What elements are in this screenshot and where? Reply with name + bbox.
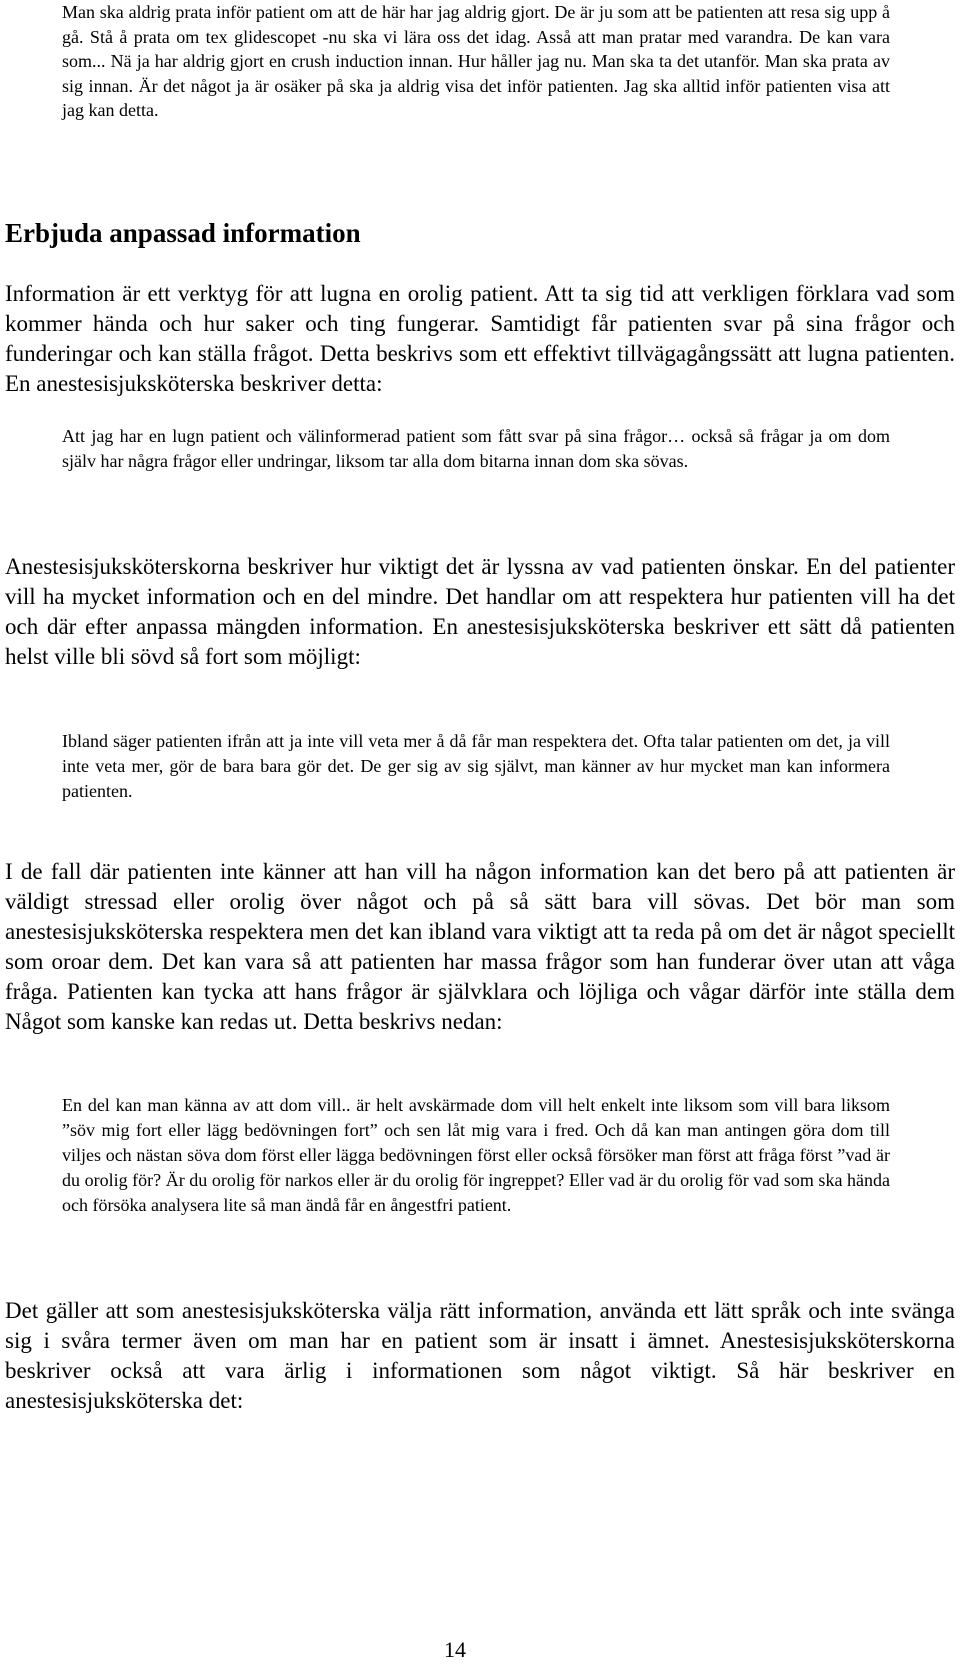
quote-3: En del kan man känna av att dom vill.. är helt avskärmade dom vill helt enkelt inte liksom som vill bara liksom ”söv mig fort eller lägg bedövningen fort” och sen låt mig vara i fred. Och då kan man antingen göra dom till viljes och nästan söva dom först eller lägga bedövningen först eller också försöker man först att fråga först ”vad är du orolig för? Är du orolig för narkos eller är du orolig för ingreppet? Eller vad är du orolig för vad som ska hända och försöka analysera lite så man ändå får en ångestfri patient. bbox=[62, 1095, 890, 1215]
quote-2: Ibland säger patienten ifrån att ja inte vill veta mer å då får man respektera det. Ofta talar patienten om det, ja vill inte veta mer, gör de bara bara gör det. De ger sig av sig självt, man känner av hur mycket man kan informera patienten. bbox=[62, 731, 890, 801]
page-number: 14 bbox=[444, 1637, 466, 1662]
section-heading: Erbjuda anpassad information bbox=[5, 218, 361, 248]
quote-1: Att jag har en lugn patient och välinformerad patient som fått svar på sina frågor… också så frågar ja om dom själv har några frågor eller undringar, liksom tar alla dom bitarna innan dom ska sövas. bbox=[62, 426, 890, 471]
paragraph-1: Information är ett verktyg för att lugna en orolig patient. Att ta sig tid att verkligen förklara vad som kommer hända och hur saker och ting fungerar. Samtidigt får patienten svar på sina frågor och funderingar och kan ställa frågot. Detta beskrivs som ett effektivt tillvägagångssätt att lugna patienten. En anestesisjuksköterska beskriver detta: bbox=[5, 281, 955, 396]
paragraph-4: Det gäller att som anestesisjuksköterska välja rätt information, använda ett lätt språk och inte svänga sig i svåra termer även om man har en patient som är insatt i ämnet. Anestesisjuksköterskorna beskriver också att vara ärlig i informationen som något viktigt. Så här beskriver en anestesisjuksköterska det: bbox=[5, 1298, 955, 1413]
intro-quote: Man ska aldrig prata inför patient om att de här har jag aldrig gjort. De är ju som att be patienten att resa sig upp å gå. Stå å prata om tex glidescopet -nu ska vi lära oss det idag. Asså att man pratar med varandra. De kan vara som... Nä ja har aldrig gjort en crush induction innan. Hur håller jag nu. Man ska ta det utanför. Man ska prata av sig innan. Är det något ja är osäker på ska ja aldrig visa det inför patienten. Jag ska alltid inför patienten visa att jag kan detta. bbox=[62, 2, 890, 120]
paragraph-3: I de fall där patienten inte känner att han vill ha någon information kan det bero på att patienten är väldigt stressad eller orolig över något och på så sätt bara vill sövas. Det bör man som anestesisjuksköterska respektera men det kan ibland vara viktigt att ta reda på om det är något speciellt som oroar dem. Det kan vara så att patienten har massa frågor som han funderar över utan att våga fråga. Patienten kan tycka att hans frågor är självklara och löjliga och vågar därför inte ställa dem Något som kanske kan redas ut. Detta beskrivs nedan: bbox=[5, 859, 955, 1034]
paragraph-2: Anestesisjuksköterskorna beskriver hur viktigt det är lyssna av vad patienten önskar. En del patienter vill ha mycket information och en del mindre. Det handlar om att respektera hur patienten vill ha det och där efter anpassa mängden information. En anestesisjuksköterska beskriver ett sätt då patienten helst ville bli sövd så fort som möjligt: bbox=[5, 554, 955, 669]
